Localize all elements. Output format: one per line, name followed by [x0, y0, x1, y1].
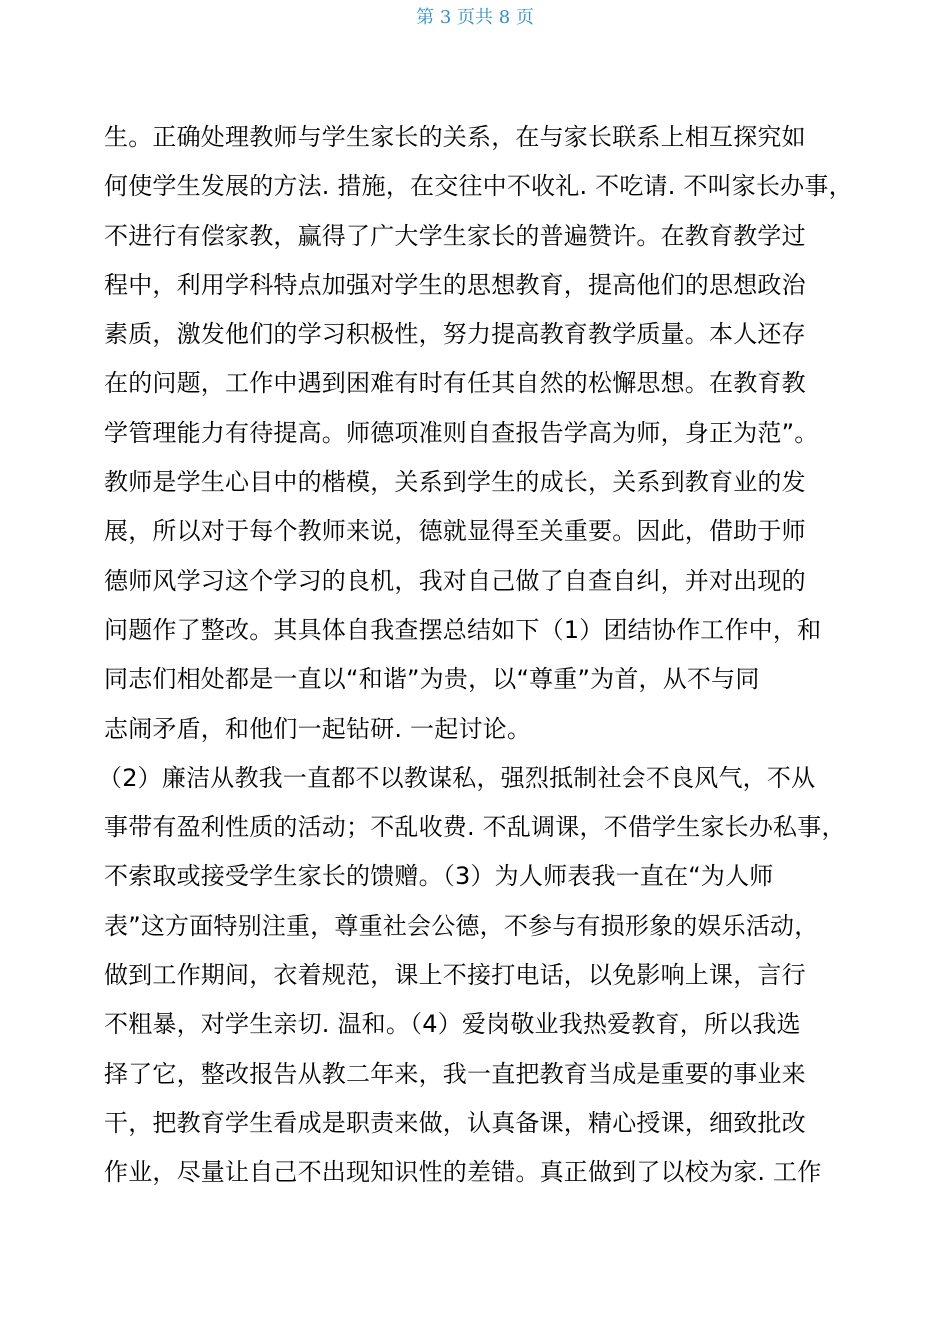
text-line: 展，所以对于每个教师来说，德就显得至关重要。因此，借助于师 — [104, 517, 806, 546]
text-line: 德师风学习这个学习的良机，我对自己做了自查自纠，并对出现的 — [104, 566, 806, 595]
text-line: 择了它，整改报告从教二年来，我一直把教育当成是重要的事业来 — [104, 1059, 806, 1088]
text-line: 素质，激发他们的学习积极性，努力提高教育教学质量。本人还存 — [104, 320, 806, 349]
text-line: 干，把教育学生看成是职责来做，认真备课，精心授课，细致批改 — [104, 1108, 806, 1137]
text-line: 问题作了整改。其具体自我查摆总结如下（1）团结协作工作中，和 — [104, 615, 822, 644]
text-line: 作业，尽量让自己不出现知识性的差错。真正做到了以校为家. 工作 — [104, 1158, 822, 1187]
page-indicator: 第 3 页共 8 页 — [416, 7, 534, 28]
text-line: 志闹矛盾，和他们一起钻研. 一起讨论。 — [104, 714, 532, 743]
text-line: 学管理能力有待提高。师德项准则自查报告学高为师，身正为范”。 — [104, 418, 819, 447]
text-line: 表”这方面特别注重，尊重社会公德，不参与有损形象的娱乐活动， — [104, 911, 819, 940]
text-line: 不粗暴，对学生亲切. 温和。（4）爱岗敬业我热爱教育，所以我选 — [104, 1010, 801, 1039]
text-line: 在的问题，工作中遇到困难有时有任其自然的松懈思想。在教育教 — [104, 369, 806, 398]
text-line: 不索取或接受学生家长的馈赠。（3）为人师表我一直在“为人师 — [104, 862, 774, 891]
text-line: 同志们相处都是一直以“和谐”为贵，以“尊重”为首，从不与同 — [104, 665, 760, 694]
text-line: 程中，利用学科特点加强对学生的思想教育，提高他们的思想政治 — [104, 270, 806, 299]
text-line: 事带有盈利性质的活动；不乱收费. 不乱调课，不借学生家长办私事， — [104, 813, 846, 842]
body-text — [98, 113, 874, 1198]
text-line: 何使学生发展的方法. 措施，在交往中不收礼. 不吃请. 不叫家长办事， — [104, 172, 853, 201]
text-line: 教师是学生心目中的楷模，关系到学生的成长，关系到教育业的发 — [104, 468, 806, 497]
text-line: 生。正确处理教师与学生家长的关系，在与家长联系上相互探究如 — [104, 123, 806, 151]
text-line: 做到工作期间，衣着规范，课上不接打电话，以免影响上课，言行 — [104, 961, 806, 990]
text-line: （2）廉洁从教我一直都不以教谋私，强烈抵制社会不良风气，不从 — [98, 763, 816, 792]
text-line: 不进行有偿家教，赢得了广大学生家长的普遍赞许。在教育教学过 — [104, 221, 806, 250]
